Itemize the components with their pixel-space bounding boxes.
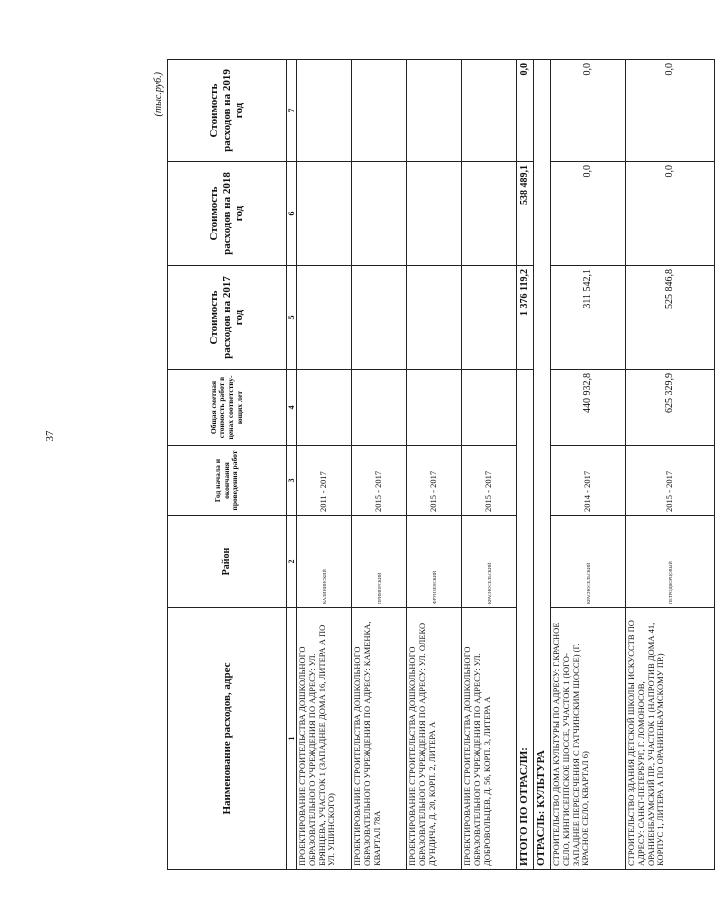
row-district: ПРИМОРСКИЙ <box>352 516 407 608</box>
row-2017 <box>352 266 407 370</box>
header-2017: Стоимость расходов на 2017 год <box>168 266 287 370</box>
row-2018 <box>352 162 407 266</box>
column-number-row <box>287 60 297 870</box>
row-cost: 440 932,8 <box>551 370 626 446</box>
col-number-4: 4 <box>287 370 297 446</box>
row-2017 <box>297 266 352 370</box>
row-name: ПРОЕКТИРОВАНИЕ СТРОИТЕЛЬСТВА ДОШКОЛЬНОГО ОБРАЗОВАТЕЛЬНОГО УЧРЕЖДЕНИЯ ПО АДРЕСУ: УЛ. БРЯНЦЕВА, УЧАСТОК 1 (ЗАПАДНЕЕ ДОМА 16, ЛИТЕРА А ПО УЛ. УШИНСКОГО) <box>297 608 352 870</box>
row-2018: 0,0 <box>626 162 715 266</box>
row-2017 <box>407 266 462 370</box>
header-2018: Стоимость расходов на 2018 год <box>168 162 287 266</box>
row-period: 2014 - 2017 <box>551 446 626 516</box>
header-district: Район <box>168 516 287 608</box>
page-number: 37 <box>44 430 56 442</box>
row-name: ПРОЕКТИРОВАНИЕ СТРОИТЕЛЬСТВА ДОШКОЛЬНОГО ОБРАЗОВАТЕЛЬНОГО УЧРЕЖДЕНИЯ ПО АДРЕСУ: УЛ. ДОБРОВОЛЬЦЕВ, Д. 56, КОРП. 3, ЛИТЕРА А <box>462 608 517 870</box>
row-name: ПРОЕКТИРОВАНИЕ СТРОИТЕЛЬСТВА ДОШКОЛЬНОГО ОБРАЗОВАТЕЛЬНОГО УЧРЕЖДЕНИЯ ПО АДРЕСУ: КАМЕНКА, КВАРТАЛ 78А <box>352 608 407 870</box>
row-2019 <box>407 60 462 162</box>
col-number-6: 6 <box>287 162 297 266</box>
col-number-2: 2 <box>287 516 297 608</box>
total-2019: 0,0 <box>517 60 534 162</box>
row-cost <box>407 370 462 446</box>
row-period: 2015 - 2017 <box>407 446 462 516</box>
col-number-3: 3 <box>287 446 297 516</box>
row-2019 <box>462 60 517 162</box>
row-cost <box>462 370 517 446</box>
row-district: КРАСНОСЕЛЬСКИЙ <box>462 516 517 608</box>
row-2017 <box>462 266 517 370</box>
table-row <box>297 60 352 870</box>
header-2019: Стоимость расходов на 2019 год <box>168 60 287 162</box>
col-number-1: 1 <box>287 608 297 870</box>
row-2019 <box>297 60 352 162</box>
section-row <box>534 60 551 870</box>
header-name: Наименование расходов, адрес <box>168 608 287 870</box>
row-cost <box>297 370 352 446</box>
row-name: СТРОИТЕЛЬСТВО ЗДАНИЯ ДЕТСКОЙ ШКОЛЫ ИСКУССТВ ПО АДРЕСУ: САНКТ-ПЕТЕРБУРГ, Г. ЛОМОНОСОВ, ОРАНИЕНБАУМСКИЙ ПР., УЧАСТОК 1 (НАПРОТИВ ДОМА 41, КОРПУС 1, ЛИТЕРА А ПО ОРАНИЕНБАУМСКОМУ ПР.) <box>626 608 715 870</box>
units-label: (тыс.руб.) <box>153 72 164 117</box>
section-label: ОТРАСЛЬ: КУЛЬТУРА <box>534 60 551 870</box>
row-district: ФРУНЗЕНСКИЙ <box>407 516 462 608</box>
row-period: 2011 - 2017 <box>297 446 352 516</box>
header-row <box>168 60 287 870</box>
row-2017: 525 846,8 <box>626 266 715 370</box>
expenses-table <box>167 59 715 870</box>
row-2018 <box>297 162 352 266</box>
row-2018 <box>407 162 462 266</box>
row-2017: 311 542,1 <box>551 266 626 370</box>
table-row <box>551 60 626 870</box>
total-2018: 538 489,1 <box>517 162 534 266</box>
row-2019: 0,0 <box>551 60 626 162</box>
table-row <box>352 60 407 870</box>
col-number-5: 5 <box>287 266 297 370</box>
row-name: ПРОЕКТИРОВАНИЕ СТРОИТЕЛЬСТВА ДОШКОЛЬНОГО ОБРАЗОВАТЕЛЬНОГО УЧРЕЖДЕНИЯ ПО АДРЕСУ: УЛ. ОЛЕКО ДУНДИЧА, Д. 20, КОРП. 2, ЛИТЕРА А <box>407 608 462 870</box>
row-district: КРАСНОСЕЛЬСКИЙ <box>551 516 626 608</box>
rotated-page <box>153 60 676 870</box>
header-cost: Общая сметная стоимость работ в ценах соответству-ющих лет <box>168 370 287 446</box>
row-period: 2015 - 2017 <box>462 446 517 516</box>
row-name: СТРОИТЕЛЬСТВО ДОМА КУЛЬТУРЫ ПО АДРЕСУ: Г.КРАСНОЕ СЕЛО, КИНГИСЕППСКОЕ ШОССЕ, УЧАСТОК 1 (ЮГО-ЗАПАДНЕЕ ПЕРЕСЕЧЕНИЯ С ГАТЧИНСКИМ ШОССЕ) (Г. КРАСНОЕ СЕЛО, КВАРТАЛ 6) <box>551 608 626 870</box>
row-2018: 0,0 <box>551 162 626 266</box>
row-2018 <box>462 162 517 266</box>
row-district: ПЕТРОДВОРЦОВЫЙ <box>626 516 715 608</box>
row-period: 2015 - 2017 <box>352 446 407 516</box>
table-row <box>626 60 715 870</box>
table-row <box>407 60 462 870</box>
table-row <box>462 60 517 870</box>
row-cost: 625 329,9 <box>626 370 715 446</box>
total-row <box>517 60 534 870</box>
col-number-7: 7 <box>287 60 297 162</box>
row-district: КАЛИНИНСКИЙ <box>297 516 352 608</box>
row-period: 2015 - 2017 <box>626 446 715 516</box>
row-cost <box>352 370 407 446</box>
header-period: Год начала и окончания проведения работ <box>168 446 287 516</box>
row-2019: 0,0 <box>626 60 715 162</box>
total-2017: 1 376 119,2 <box>517 266 534 370</box>
total-label: ИТОГО ПО ОТРАСЛИ: <box>517 370 534 870</box>
row-2019 <box>352 60 407 162</box>
